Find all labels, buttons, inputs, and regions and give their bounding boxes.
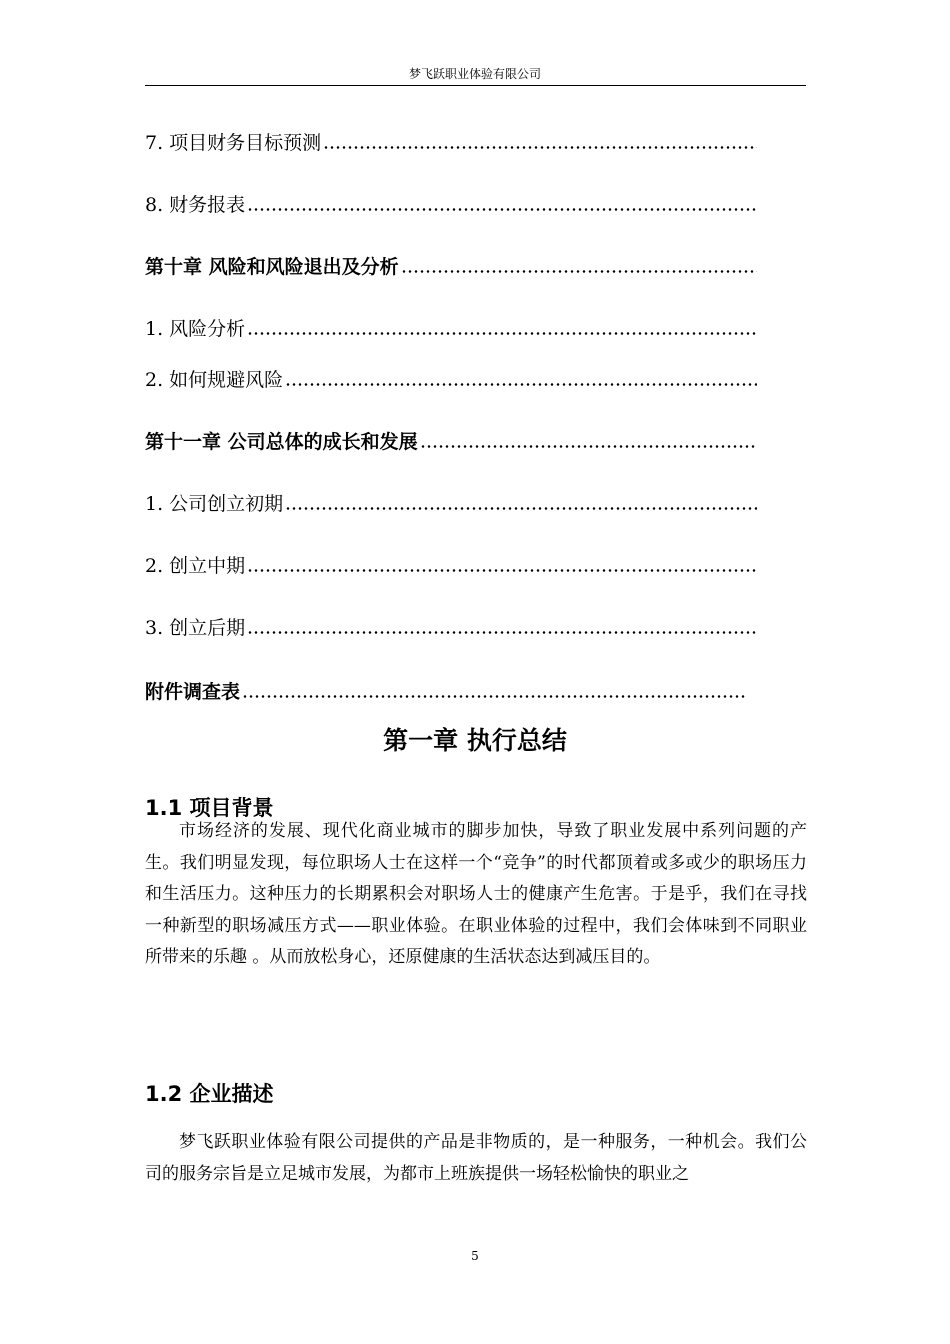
toc-appendix-entry[interactable] — [145, 676, 745, 706]
toc-chapter-entry[interactable] — [145, 251, 757, 281]
toc-dot-leader — [247, 331, 757, 336]
page-number: 5 — [471, 1249, 479, 1263]
toc-entry-text: 1. 风险分析 — [145, 318, 246, 340]
toc-dot-leader — [247, 207, 757, 212]
section-heading: 1.2 企业描述 — [145, 1082, 274, 1106]
toc-entry-text: 8. 财务报表 — [145, 194, 246, 216]
section-paragraph: 市场经济的发展、现代化商业城市的脚步加快，导致了职业发展中系列问题的产生。我们明显发现，每位职场人士在这样一个“竞争”的时代都顶着或多或少的职场压力和生活压力。这种压力的长期累积会对职场人士的健康产生危害。于是乎，我们在寻找一种新型的职场减压方式——职业体验。在职业体验的过程中，我们会体味到不同职业所带来的乐趣 。从而放松身心，还原健康的生活状态达到减压目的。 — [145, 821, 807, 967]
toc-dot-leader — [285, 382, 757, 387]
header-rule — [145, 85, 806, 86]
chapter-title: 第一章 执行总结 — [383, 726, 567, 755]
section-paragraph: 梦飞跃职业体验有限公司提供的产品是非物质的，是一种服务，一种机会。我们公司的服务宗旨是立足城市发展，为都市上班族提供一场轻松愉快的职业之 — [145, 1132, 807, 1184]
toc-entry-text: 附件调查表 — [145, 681, 241, 703]
toc-dot-leader — [247, 630, 757, 635]
toc-entry[interactable] — [145, 313, 757, 343]
toc-dot-leader — [323, 145, 757, 150]
toc-dot-leader — [242, 694, 745, 699]
toc-entry[interactable] — [145, 364, 757, 394]
toc-entry-text: 7. 项目财务目标预测 — [145, 132, 322, 154]
toc-dot-leader — [401, 269, 757, 274]
toc-chapter-entry[interactable] — [145, 426, 757, 456]
toc-dot-leader — [285, 506, 757, 511]
toc-dot-leader — [247, 568, 757, 573]
section-heading: 1.1 项目背景 — [145, 796, 274, 820]
toc-entry-text: 第十章 风险和风险退出及分析 — [145, 256, 399, 278]
toc-dot-leader — [420, 444, 757, 449]
toc-entry[interactable] — [145, 488, 757, 518]
toc-entry-text: 第十一章 公司总体的成长和发展 — [145, 431, 418, 453]
toc-entry-text: 2. 如何规避风险 — [145, 369, 284, 391]
toc-entry[interactable] — [145, 612, 757, 642]
toc-entry[interactable] — [145, 550, 757, 580]
toc-entry[interactable] — [145, 127, 757, 157]
toc-entry-text: 3. 创立后期 — [145, 617, 246, 639]
toc-entry-text: 1. 公司创立初期 — [145, 493, 284, 515]
toc-entry[interactable] — [145, 189, 757, 219]
page-header-company: 梦飞跃职业体验有限公司 — [408, 67, 541, 81]
toc-entry-text: 2. 创立中期 — [145, 555, 246, 577]
